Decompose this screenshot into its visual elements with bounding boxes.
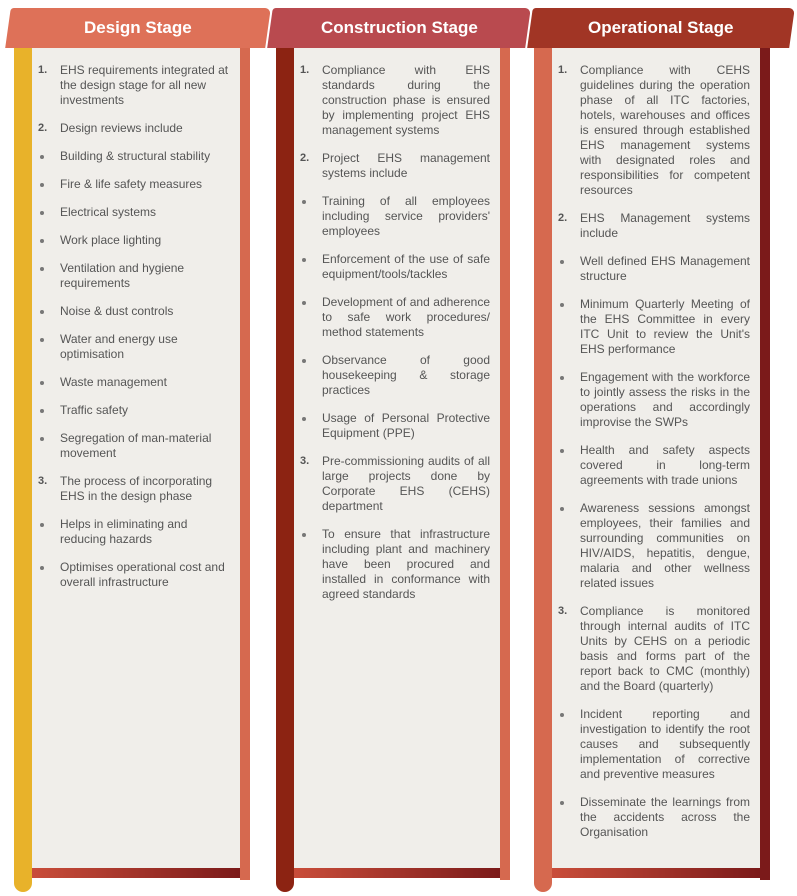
design-panel-body — [32, 46, 240, 868]
bullet-item — [32, 261, 232, 291]
item-text: Optimises operational cost and overall infrastructure — [60, 560, 225, 589]
item-text: Segregation of man-material movement — [60, 431, 212, 460]
bullet-dot-icon — [560, 260, 564, 264]
bullet-dot-icon — [40, 409, 44, 413]
item-text: Observance of good housekeeping & storage practices — [322, 353, 490, 397]
item-text: Well defined EHS Management structure — [580, 254, 750, 283]
construction-panel-body — [294, 46, 500, 868]
bullet-item — [294, 353, 490, 398]
item-text: Incident reporting and investigation to identify the root causes and subsequently implementation of corrective and preventive measures — [580, 707, 750, 781]
bullet-item — [552, 443, 750, 488]
bullet-item — [552, 370, 750, 430]
item-text: Electrical systems — [60, 205, 157, 219]
bullet-item — [552, 501, 750, 591]
numbered-item — [32, 121, 232, 136]
operational-right-accent-bar — [760, 46, 770, 880]
bullet-dot-icon — [40, 211, 44, 215]
item-text: EHS Management systems include — [580, 211, 750, 240]
item-text: Compliance with EHS standards during the construction phase is ensured by implementing project EHS management systems — [322, 63, 490, 137]
bullet-item — [32, 431, 232, 461]
numbered-item — [32, 63, 232, 108]
design-left-accent-bar — [14, 40, 32, 892]
operational-panel-body — [552, 46, 760, 868]
numbered-item — [294, 151, 490, 181]
construction-stage-title: Construction Stage — [320, 18, 478, 37]
item-text: Waste management — [60, 375, 167, 389]
numbered-item — [294, 454, 490, 514]
bullet-item — [32, 149, 232, 164]
bullet-item — [552, 254, 750, 284]
item-text: Fire & life safety measures — [60, 177, 203, 191]
bullet-item — [552, 707, 750, 782]
bullet-item — [552, 795, 750, 840]
bullet-dot-icon — [560, 507, 564, 511]
bullet-item — [552, 297, 750, 357]
item-text: Noise & dust controls — [60, 304, 174, 318]
design-stage-title: Design Stage — [84, 18, 192, 37]
bullet-dot-icon — [40, 566, 44, 570]
bullet-dot-icon — [302, 359, 306, 363]
item-text: Usage of Personal Protective Equipment (PPE) — [322, 411, 490, 440]
item-text: Health and safety aspects covered in long-term agreements with trade unions — [580, 443, 750, 487]
item-text: Helps in eliminating and reducing hazards — [60, 517, 188, 546]
bullet-dot-icon — [560, 713, 564, 717]
bullet-dot-icon — [40, 267, 44, 271]
item-number: 1. — [300, 64, 310, 76]
construction-stage-panel — [266, 0, 532, 896]
operational-stage-panel — [526, 0, 797, 896]
bullet-dot-icon — [302, 417, 306, 421]
design-stage-panel — [0, 0, 270, 896]
operational-item-list — [552, 63, 760, 853]
bullet-item — [32, 403, 232, 418]
bullet-item — [32, 560, 232, 590]
item-number: 3. — [38, 475, 48, 487]
item-text: Work place lighting — [60, 233, 162, 247]
item-text: Disseminate the learnings from the accidents across the Organisation — [580, 795, 750, 839]
bullet-item — [32, 332, 232, 362]
bullet-dot-icon — [40, 310, 44, 314]
item-text: EHS requirements integrated at the design stage for all new investments — [60, 63, 229, 107]
item-text: Minimum Quarterly Meeting of the EHS Committee in every ITC Unit to review the Unit's EHS performance — [580, 297, 750, 356]
operational-left-accent-bar — [534, 40, 552, 892]
bullet-item — [32, 177, 232, 192]
construction-stage-header — [267, 8, 531, 48]
numbered-item — [32, 474, 232, 504]
design-right-accent-bar — [240, 46, 250, 880]
bullet-item — [294, 411, 490, 441]
bullet-dot-icon — [302, 258, 306, 262]
item-number: 3. — [300, 455, 310, 467]
item-text: Compliance is monitored through internal audits of ITC Units by CEHS on a periodic basis and forms part of the report back to CMC (monthly) and the Board (quarterly) — [580, 604, 750, 693]
bullet-dot-icon — [40, 338, 44, 342]
item-text: Traffic safety — [60, 403, 129, 417]
bullet-dot-icon — [560, 449, 564, 453]
item-text: Project EHS management systems include — [322, 151, 490, 180]
bullet-dot-icon — [302, 200, 306, 204]
bullet-item — [32, 205, 232, 220]
bullet-dot-icon — [40, 381, 44, 385]
item-text: Training of all employees including service providers' employees — [322, 194, 490, 238]
bullet-item — [32, 304, 232, 319]
design-item-list — [32, 63, 240, 603]
bullet-item — [294, 527, 490, 602]
item-text: Water and energy use optimisation — [60, 332, 178, 361]
bullet-item — [32, 233, 232, 248]
bullet-dot-icon — [40, 523, 44, 527]
bullet-dot-icon — [560, 801, 564, 805]
operational-stage-header — [527, 8, 795, 48]
item-text: Engagement with the workforce to jointly assess the risks in the operations and accordingly improvise the SWPs — [580, 370, 750, 429]
item-number: 2. — [558, 212, 568, 224]
item-text: To ensure that infrastructure including plant and machinery have been procured and installed in conformance with agreed standards — [322, 527, 490, 601]
item-text: Design reviews include — [60, 121, 183, 135]
numbered-item — [552, 604, 750, 694]
item-text: Building & structural stability — [60, 149, 211, 163]
bullet-dot-icon — [302, 533, 306, 537]
bullet-item — [294, 252, 490, 282]
item-text: Development of and adherence to safe work procedures/ method statements — [322, 295, 490, 339]
operational-stage-title: Operational Stage — [588, 18, 734, 37]
numbered-item — [294, 63, 490, 138]
item-text: Enforcement of the use of safe equipment/tools/tackles — [322, 252, 490, 281]
construction-bottom-bar — [294, 868, 500, 878]
numbered-item — [552, 63, 750, 198]
bullet-dot-icon — [40, 437, 44, 441]
numbered-item — [552, 211, 750, 241]
bullet-item — [294, 295, 490, 340]
design-stage-header — [5, 8, 271, 48]
item-number: 3. — [558, 605, 568, 617]
bullet-dot-icon — [40, 155, 44, 159]
item-text: Ventilation and hygiene requirements — [60, 261, 185, 290]
bullet-dot-icon — [40, 183, 44, 187]
operational-bottom-bar — [552, 868, 760, 878]
construction-item-list — [294, 63, 500, 615]
bullet-item — [294, 194, 490, 239]
construction-left-accent-bar — [276, 40, 294, 892]
bullet-dot-icon — [560, 376, 564, 380]
item-text: Pre-commissioning audits of all large projects done by Corporate EHS (CEHS) department — [322, 454, 490, 513]
bullet-item — [32, 375, 232, 390]
item-text: The process of incorporating EHS in the design phase — [60, 474, 213, 503]
item-number: 2. — [38, 122, 48, 134]
design-bottom-bar — [32, 868, 240, 878]
bullet-item — [32, 517, 232, 547]
bullet-dot-icon — [560, 303, 564, 307]
item-text: Awareness sessions amongst employees, their families and surrounding communities on HIV/AIDS, hepatitis, dengue, malaria and other wellness related issues — [580, 501, 750, 590]
item-number: 1. — [38, 64, 48, 76]
bullet-dot-icon — [40, 239, 44, 243]
item-number: 2. — [300, 152, 310, 164]
item-text: Compliance with CEHS guidelines during the operation phase of all ITC factories, hotels, warehouses and offices is ensured through established EHS management systems with designated roles and responsibilities for competent resources — [580, 63, 750, 197]
bullet-dot-icon — [302, 301, 306, 305]
construction-right-accent-bar — [500, 46, 510, 880]
item-number: 1. — [558, 64, 568, 76]
